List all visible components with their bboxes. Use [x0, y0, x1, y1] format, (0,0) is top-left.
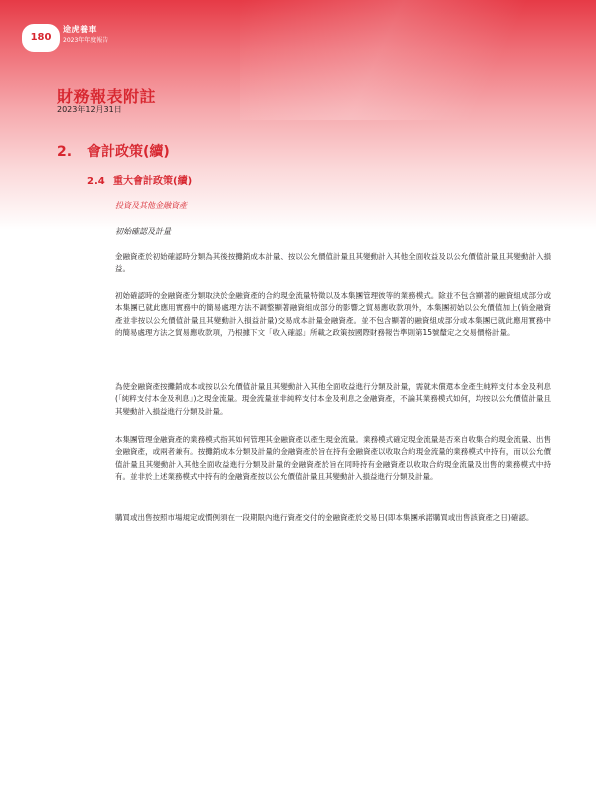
- section-title: 財務報表附註: [57, 87, 157, 106]
- heading-number: 2.: [57, 144, 73, 160]
- heading-material-policies: [87, 172, 192, 187]
- company-name: 途虎養車: [63, 25, 97, 34]
- header-sheen: [240, 0, 596, 120]
- paragraph: 本集團管理金融資產的業務模式指其如何管理其金融資產以產生現金流量。業務模式確定現金流量是否來自收集合約現金流量、出售金融資產，或兩者兼有。按攤銷成本分類及計量的金融資產於旨在持有金融資產以收取合約現金流量的業務模式中持有，而以公允價值計量且其變動計入其他全面收益進行分類及計量的金融資產於旨在同時持有金融資產以收取合約現金流量及出售的業務模式中持有。並非於上述業務模式中持有的金融資產按以公允價值計量且其變動計入損益進行分類及計量。: [115, 435, 551, 482]
- topic-subheading: 初始確認及計量: [115, 227, 171, 236]
- heading-text: 會計政策(續): [87, 144, 170, 160]
- page-number-badge: 180: [22, 24, 60, 52]
- topic-heading: 投資及其他金融資產: [115, 201, 187, 210]
- heading-accounting-policies: [57, 141, 170, 161]
- report-name: 2023年年度報告: [63, 37, 109, 44]
- paragraph: 購買或出售按照市場規定或慣例須在一段期限內進行資產交付的金融資產於交易日(即本集團承諾購買或出售該資產之日)確認。: [115, 513, 534, 522]
- paragraph: 金融資產於初始確認時分類為其後按攤銷成本計量、按以公允價值計量且其變動計入其他全面收益及以公允價值計量且其變動計入損益。: [115, 252, 551, 274]
- section-date: 2023年12月31日: [57, 105, 122, 114]
- subheading-text: 重大會計政策(續): [113, 176, 193, 187]
- paragraph: 初始確認時的金融資產分類取決於金融資產的合約現金流量特徵以及本集團管理彼等的業務模式。除並不包含顯著的融資組成部分或本集團已就此應用實務中的簡易處理方法不調整顯著融資組成部分的影響之貿易應收款項外，本集團初始以公允價值加上(倘金融資產並非按以公允價值計量且其變動計入損益計量)交易成本計量金融資產。並不包含顯著的融資組成部分或本集團已就此應用實務中的簡易處理方法之貿易應收款項，乃根據下文「收入確認」所載之政策按國際財務報告準則第15號釐定之交易價格計量。: [115, 291, 551, 338]
- paragraph: 為使金融資產按攤銷成本或按以公允價值計量且其變動計入其他全面收益進行分類及計量，需就未償還本金產生純粹支付本金及利息(「純粹支付本金及利息」)之現金流量。現金流量並非純粹支付本金及利息之金融資產，不論其業務模式如何，均按以公允價值計量且其變動計入損益進行分類及計量。: [115, 382, 551, 416]
- subheading-number: 2.4: [87, 176, 105, 187]
